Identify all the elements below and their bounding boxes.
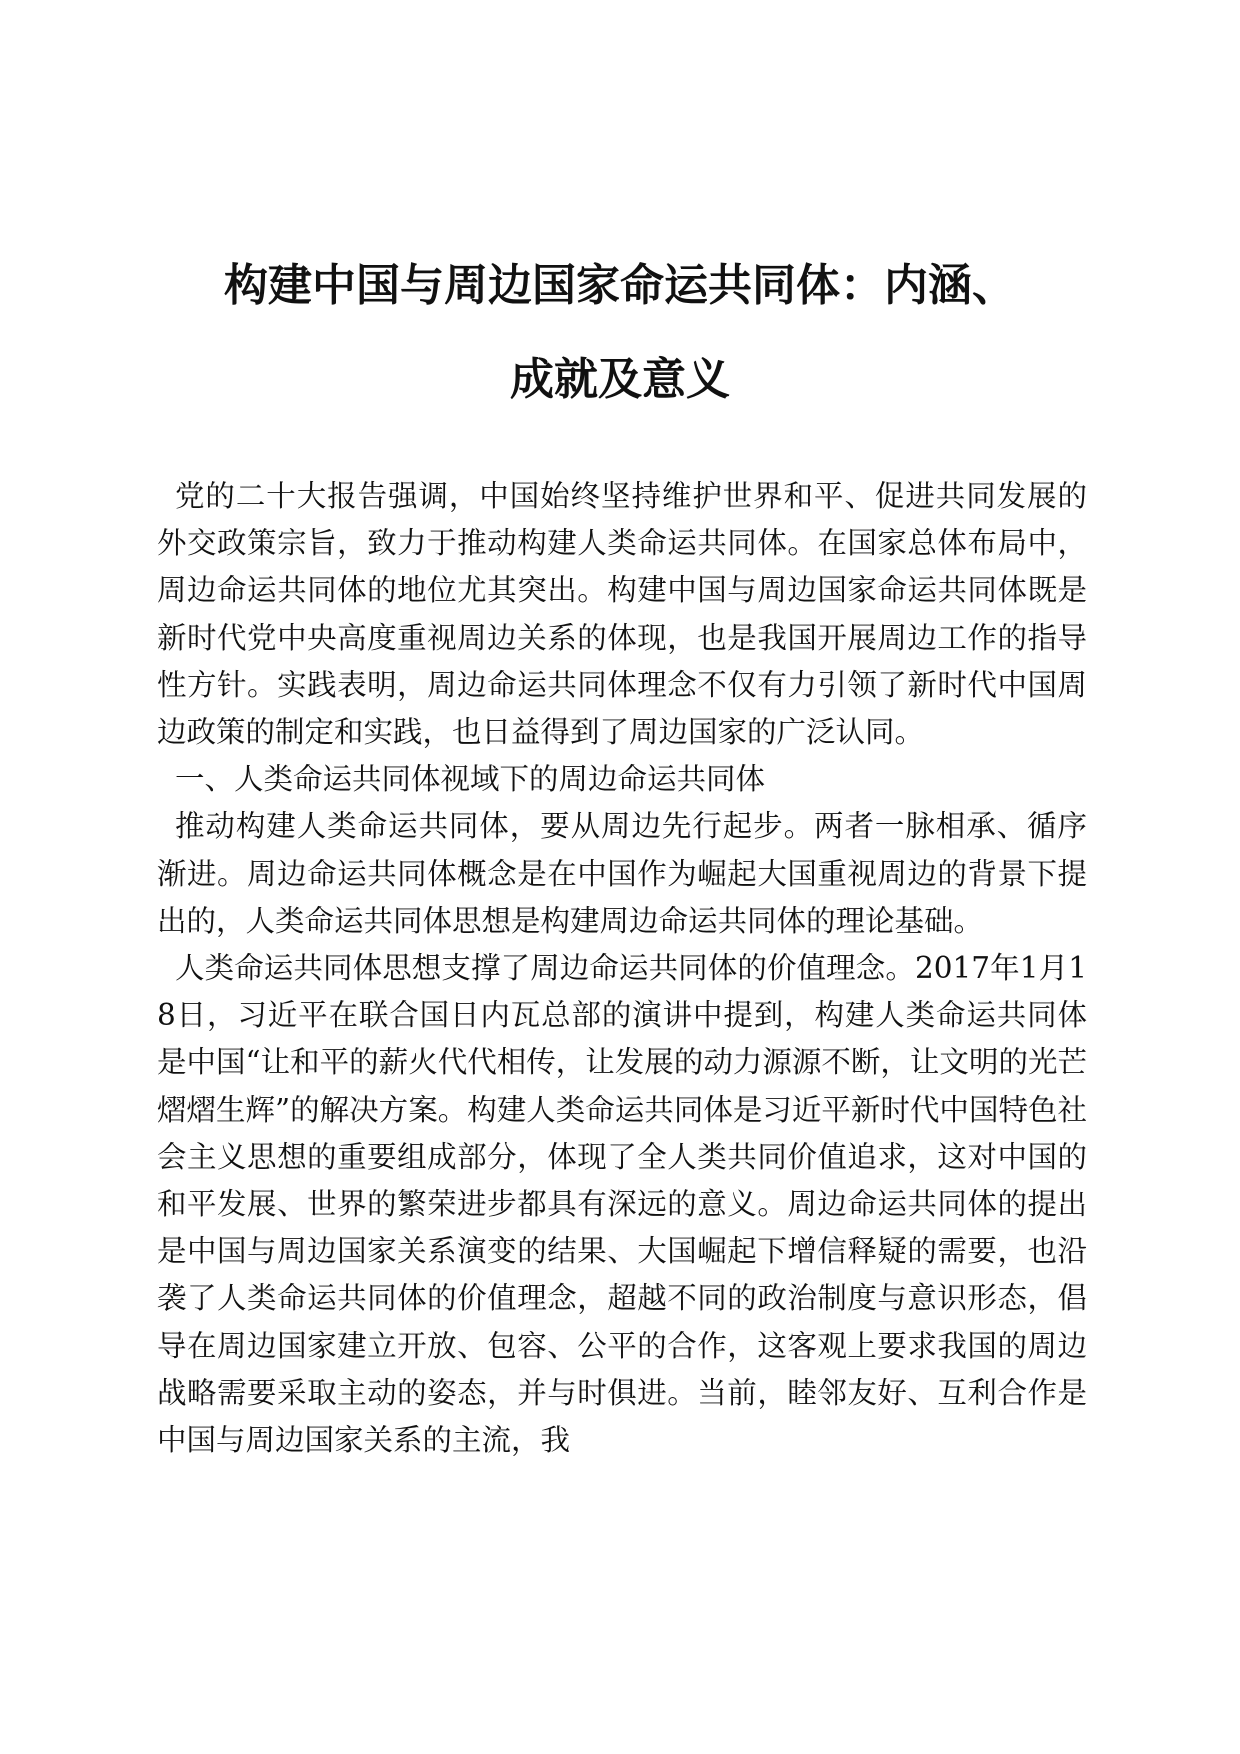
paragraph-section1-2: 人类命运共同体思想支撑了周边命运共同体的价值理念。2017年1月18日，习近平在联合国日内瓦总部的演讲中提到，构建人类命运共同体是中国“让和平的薪火代代相传，让发展的动力源源不断，让文明的光芒熠熠生辉”的解决方案。构建人类命运共同体是习近平新时代中国特色社会主义思想的重要组成部分，体现了全人类共同价值追求，这对中国的和平发展、世界的繁荣进步都具有深远的意义。周边命运共同体的提出是中国与周边国家关系演变的结果、大国崛起下增信释疑的需要，也沿袭了人类命运共同体的价值理念，超越不同的政治制度与意识形态，倡导在周边国家建立开放、包容、公平的合作，这客观上要求我国的周边战略需要采取主动的姿态，并与时俱进。当前，睦邻友好、互利合作是中国与周边国家关系的主流，我 xyxy=(157,951,1087,1458)
document-title-line-2: 成就及意义 xyxy=(510,354,730,405)
paragraph-section1-1: 推动构建人类命运共同体，要从周边先行起步。两者一脉相承、循序渐进。周边命运共同体概念是在中国作为崛起大国重视周边的背景下提出的，人类命运共同体思想是构建周边命运共同体的理论基础。 xyxy=(157,809,1087,938)
section-heading-1: 一、人类命运共同体视域下的周边命运共同体 xyxy=(175,762,766,797)
document-title-line-1: 构建中国与周边国家命运共同体：内涵、 xyxy=(224,260,1016,311)
paragraph-intro: 党的二十大报告强调，中国始终坚持维护世界和平、促进共同发展的外交政策宗旨，致力于推动构建人类命运共同体。在国家总体布局中，周边命运共同体的地位尤其突出。构建中国与周边国家命运共同体既是新时代党中央高度重视周边关系的体现，也是我国开展周边工作的指导性方针。实践表明，周边命运共同体理念不仅有力引领了新时代中国周边政策的制定和实践，也日益得到了周边国家的广泛认同。 xyxy=(157,479,1087,750)
document-body xyxy=(157,473,1087,1464)
